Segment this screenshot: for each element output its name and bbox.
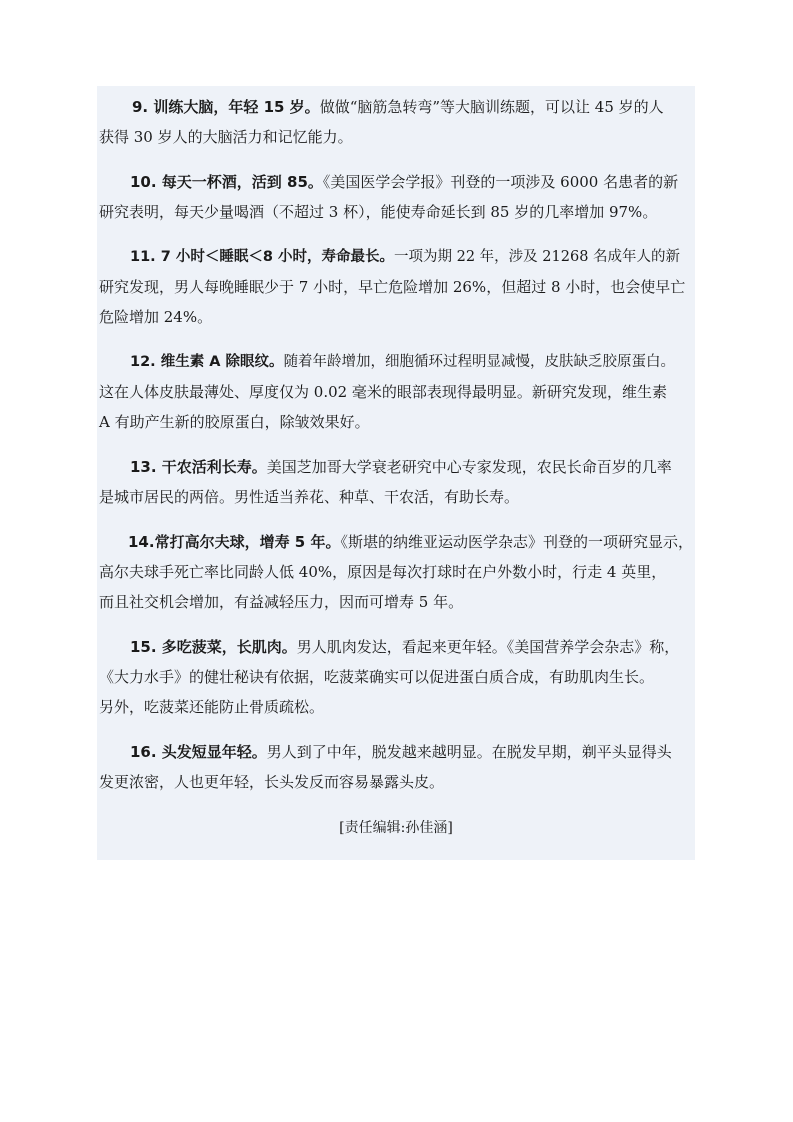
- paragraph-text: 《大力水手》的健壮秘诀有依据，吃菠菜确实可以促进蛋白质合成，有助肌肉生长。: [99, 668, 655, 686]
- paragraph-line: [132, 95, 664, 119]
- paragraph-line: [99, 305, 212, 329]
- paragraph-title: 10. 每天一杯酒，活到 85。: [130, 173, 323, 191]
- paragraph-line: [130, 455, 672, 479]
- article-body: [97, 86, 695, 860]
- paragraph-title: 15. 多吃菠菜，长肌肉。: [130, 638, 297, 656]
- paragraph-line: [99, 770, 444, 794]
- paragraph-line: [99, 125, 353, 149]
- paragraph-text: 发更浓密，人也更年轻，长头发反而容易暴露头皮。: [99, 773, 445, 791]
- paragraph-text: 是城市居民的两倍。男性适当养花、种草、干农活，有助长寿。: [99, 488, 520, 506]
- paragraph-line: [130, 740, 672, 764]
- paragraph-text: 随着年龄增加，细胞循环过程明显减慢，皮肤缺乏胶原蛋白。: [283, 354, 676, 370]
- paragraph-text: 一项为期 22 年，涉及 21268 名成年人的新: [394, 249, 681, 265]
- paragraph-text: 危险增加 24%。: [99, 308, 213, 326]
- paragraph-line: [99, 200, 657, 224]
- paragraph-text: 《美国医学会学报》刊登的一项涉及 6000 名患者的新: [322, 173, 679, 191]
- paragraph-line: [99, 590, 463, 614]
- paragraph-line: [99, 695, 324, 719]
- paragraph-line: [99, 275, 685, 299]
- paragraph-text: 另外，吃菠菜还能防止骨质疏松。: [99, 698, 325, 716]
- paragraph-text: 这在人体皮肤最薄处、厚度仅为 0.02 毫米的眼部表现得最明显。新研究发现，维生素: [99, 383, 667, 401]
- paragraph-line: [128, 530, 693, 554]
- editor-credit: [责任编辑:孙佳涵]: [339, 820, 453, 836]
- paragraph-text: 男人到了中年，脱发越来越明显。在脱发早期，剃平头显得头: [266, 743, 672, 761]
- paragraph-text: 《斯堪的纳维亚运动医学杂志》刊登的一项研究显示，: [340, 533, 693, 551]
- paragraph-title: 12. 维生素 A 除眼纹。: [130, 354, 284, 370]
- paragraph-line: [130, 635, 679, 659]
- paragraph-text: 高尔夫球手死亡率比同龄人低 40%，原因是每次打球时在户外数小时，行走 4 英里，: [99, 563, 667, 581]
- paragraph-text: A 有助产生新的胶原蛋白，除皱效果好。: [99, 413, 370, 431]
- paragraph-title: 11. 7 小时＜睡眠＜8 小时，寿命最长。: [130, 249, 395, 265]
- paragraph-line: [130, 245, 680, 269]
- paragraph-line: [99, 380, 667, 404]
- paragraph-text: 获得 30 岁人的大脑活力和记忆能力。: [99, 128, 353, 146]
- paragraph-text: 做做“脑筋急转弯”等大脑训练题，可以让 45 岁的人: [319, 98, 664, 116]
- paragraph-text: 男人肌肉发达，看起来更年轻。《美国营养学会杂志》称，: [296, 638, 680, 656]
- paragraph-line: [130, 170, 678, 194]
- paragraph-text: 而且社交机会增加，有益减轻压力，因而可增寿 5 年。: [99, 593, 464, 611]
- paragraph-line: [130, 350, 675, 374]
- paragraph-text: 研究发现，男人每晚睡眠少于 7 小时，早亡危险增加 26%，但超过 8 小时，也会使早亡: [99, 278, 686, 296]
- paragraph-line: [99, 560, 666, 584]
- paragraph-line: [99, 665, 654, 689]
- paragraph-title: 13. 干农活利长寿。: [130, 458, 267, 476]
- paragraph-title: 14.常打高尔夫球，增寿 5 年。: [128, 533, 341, 551]
- paragraph-line: [99, 485, 519, 509]
- paragraph-text: 研究表明，每天少量喝酒（不超过 3 杯），能使寿命延长到 85 岁的几率增加 97%。: [99, 203, 658, 221]
- paragraph-title: 16. 头发短显年轻。: [130, 743, 267, 761]
- paragraph-text: 美国芝加哥大学衰老研究中心专家发现，农民长命百岁的几率: [266, 458, 672, 476]
- paragraph-title: 9. 训练大脑，年轻 15 岁。: [132, 98, 320, 116]
- paragraph-line: [99, 410, 370, 434]
